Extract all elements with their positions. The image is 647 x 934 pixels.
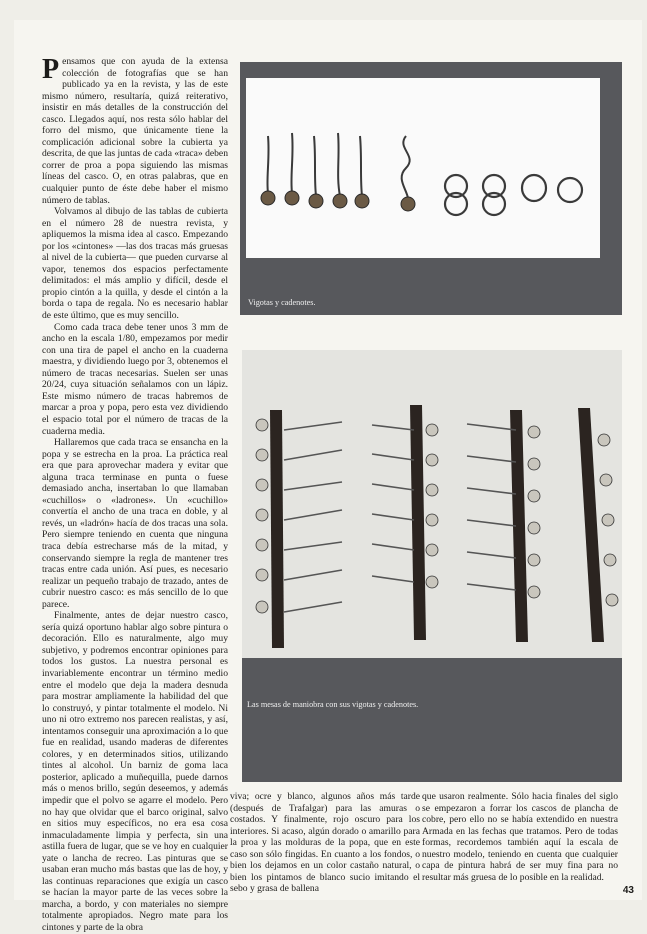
photo1-caption: Vigotas y cadenotes. — [248, 298, 316, 307]
paragraph-5: Finalmente, antes de dejar nuestro casco, sería quizá oportuno hablar algo sobre pintura o decoración. Ello es naturalmente, algo muy subjetivo, y podremos encontrar opiniones para todos los gustos. La nuestra personal es invariablemente encontrar un término medio entre el modelo que deja la madera desnuda para mostrar ampliamente la habilidad del que lo construyó, y pintar totalmente el modelo. Ni uno ni otro extremo nos parecen realistas, y así, intentamos conseguir una aproximación a lo que fue en realidad, usando maderas de diferentes colores, y en determinados sitios, utilizando tintes al alcohol. Un barniz de goma laca posterior, aplicado a muñequilla, puede darnos más o menos brillo, según deseemos, y además impedir que el polvo se agarre el modelo. Pero no hay que olvidar que el barco original, salvo en sitios muy específicos, no era esa cosa inmaculadamente limpia y perfecta, sin una astilla fuera de lugar, que se ve hoy en cualquier yate o lancha de recreo. Las pinturas que se usaban eran mucho más bastas que las de hoy, y las continuas reparaciones que exigía un casco se hacían la mayor parte de las veces sobre la marcha, a bordo, y con materiales no siempre totalmente apropiados. Negro mate para los cintones y parte de la obra — [42, 610, 228, 934]
paragraph-6: viva; ocre y blanco, algunos años más tarde (después de Trafalgar) para las amuras o costados. Y finalmente, rojo oscuro para los interiores. Si acaso, algún dorado o amarillo para la proa y las molduras de la popa, que en este caso son sólo fingidas. En cuanto a los fondos, o bien los dejamos en un color castaño natural, o bien los pintamos de blanco sucio imitando el sebo y grasa de ballena — [230, 791, 420, 895]
photo-deadeyes-image — [246, 78, 600, 258]
deadeyes-illustration — [246, 78, 600, 258]
photo-channels-image — [242, 350, 622, 658]
paragraph-4: Hallaremos que cada traca se ensancha en la popa y se estrecha en la proa. La práctica real era que para aprovechar madera y evitar que alguna traca terminase en punta o fuese demasiado ancha, insertaban lo que llamaban «cuchillos» o «ladrones». Un «cuchillo» convertía el ancho de una traca en doble, y al revés, un «ladrón» hacía de dos tracas una sola. Pero siempre teniendo en cuenta que ninguna traca debía estrecharse más de la mitad, y conservando siempre la regla de mantener tres tracas entre cada unión. Así pues, es necesario realizar un pequeño trabajo de trazado, antes de cubrir nuestro casco: es más sencillo de lo que parece. — [42, 437, 228, 610]
magazine-page — [14, 20, 642, 934]
paragraph-3: Como cada traca debe tener unos 3 mm de ancho en la escala 1/80, empezamos por medir con una tira de papel el ancho en la cuaderna maestra, y dividiendo luego por 3, obtenemos el número de tracas necesarias. Suelen ser unas 20/24, cuya situación señalamos con un lápiz. Este mismo número de tracas habremos de marcar a proa y popa, pero esta vez dividiendo el espacio total por el número de tracas de la cuaderna media. — [42, 321, 228, 437]
channels-illustration — [242, 350, 622, 658]
article-column-bottom-right — [422, 791, 618, 883]
photo-channels — [242, 350, 622, 782]
page-number: 43 — [622, 885, 634, 896]
drop-cap: P — [42, 54, 60, 85]
article-column-bottom-middle — [230, 791, 420, 895]
paragraph-7: que usaron realmente. Sólo hacia finales del siglo se empezaron a forrar los cascos de plancha de cobre, pero ello no se había extendido en nuestra Armada en las fechas que tratamos. Pero de todas formas, recordemos también aquí la escala de nuestro modelo, teniendo en cuenta que cualquier capa de pintura habrá de ser muy fina para no resultar más gruesa de lo posible en la realidad. — [422, 791, 618, 883]
paragraph-1: Pensamos que con ayuda de la extensa colección de fotografías que se han publicado ya en la revista, y las de este mismo número, resultaría, quizá reiterativo, insistir en más detalles de la construcción del casco. Llegados aquí, nos resta sólo hablar del forro del mismo, que únicamente tiene la complicación adicional sobre la cubierta ya descrita, de que las juntas de cada «traca» deben correr de proa a popa siguiendo las mismas líneas del casco. O, en otras palabras, que en cualquier punto de éste debe haber el mismo número de tablas. — [42, 54, 228, 206]
article-column-left — [42, 56, 228, 934]
paragraph-2: Volvamos al dibujo de las tablas de cubierta en el número 28 de nuestra revista, y apliquemos la misma idea al casco. Empezando por los «cintones» —las dos tracas más gruesas al nivel de la cubierta— que pueden curvarse al vapor, tenemos dos espacios perfectamente delimitados: el más amplio y difícil, desde el propio cintón a la quilla, y desde el cintón a la borda o tapa de regala. No es necesario hablar de este último, que es muy sencillo. — [42, 206, 228, 322]
photo2-caption: Las mesas de maniobra con sus vigotas y cadenotes. — [247, 700, 419, 709]
photo-deadeyes-chainplates — [240, 62, 622, 315]
